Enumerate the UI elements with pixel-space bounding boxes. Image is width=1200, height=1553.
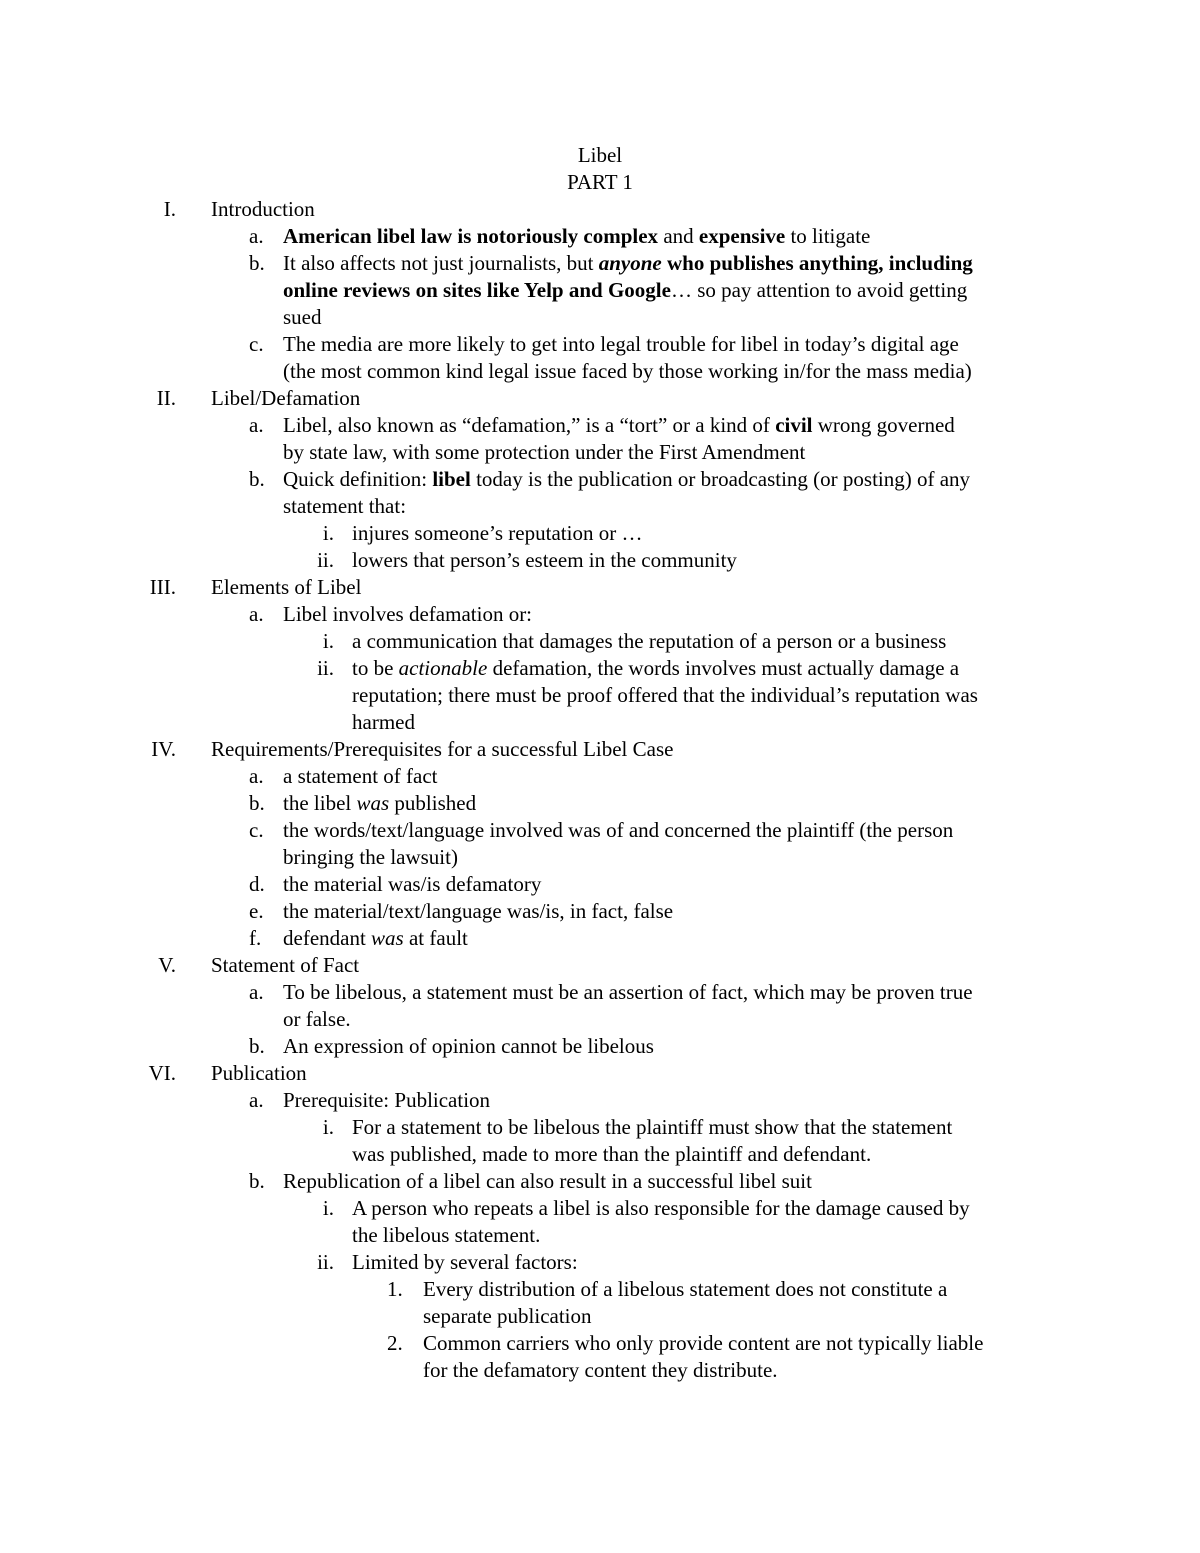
list-marker: ii. [317, 1250, 334, 1274]
text-run: to litigate [785, 224, 871, 248]
list-marker: a. [249, 980, 264, 1004]
item-text [352, 1141, 871, 1168]
item-text: a communication that damages the reputation of a person or a business [352, 629, 947, 653]
item-text [283, 817, 953, 844]
text-run: Common carriers who only provide content are not typically liable [423, 1331, 984, 1355]
text-run: statement that: [283, 494, 407, 518]
item-text: Republication of a libel can also result in a successful libel suit [283, 1169, 812, 1193]
item-text [283, 304, 322, 331]
list-marker: i. [322, 1196, 334, 1220]
text-run: A person who repeats a libel is also responsible for the damage caused by [352, 1196, 970, 1220]
text-run: civil [775, 413, 813, 437]
item-text [283, 493, 406, 520]
item-text: Libel involves defamation or: [283, 602, 533, 626]
text-run: sued [283, 305, 322, 329]
text-run: and [658, 224, 699, 248]
item-text: Requirements/Prerequisites for a successful Libel Case [211, 737, 674, 761]
text-run: was [356, 791, 390, 815]
item-text: Introduction [211, 197, 315, 221]
text-run: who publishes anything, including [661, 251, 973, 275]
list-marker: b. [249, 1169, 265, 1193]
item-text [283, 979, 973, 1006]
text-run: or false. [283, 1007, 351, 1031]
item-text [423, 1357, 778, 1384]
list-marker: ii. [317, 548, 334, 572]
item-text: Statement of Fact [211, 953, 360, 977]
text-run: today is the publication or broadcasting (or posting) of any [470, 467, 971, 491]
list-marker: V. [158, 953, 176, 977]
text-run: was [371, 926, 404, 950]
document-title: Libel [577, 143, 623, 167]
item-text [352, 1222, 540, 1249]
text-run: was published, made to more than the plaintiff and defendant. [352, 1142, 872, 1166]
list-marker: b. [249, 791, 265, 815]
item-text [283, 277, 967, 304]
item-text [283, 331, 959, 358]
item-text [283, 1006, 351, 1033]
item-text [283, 223, 870, 250]
text-run: to be [352, 656, 399, 680]
item-text: injures someone’s reputation or … [352, 521, 643, 545]
text-run: To be libelous, a statement must be an assertion of fact, which may be proven true [283, 980, 973, 1004]
text-run: bringing the lawsuit) [283, 845, 458, 869]
list-marker: a. [249, 413, 264, 437]
text-run: American libel law is notoriously complex [283, 224, 659, 248]
list-marker: a. [249, 224, 264, 248]
text-run: online reviews on sites like Yelp and Google [283, 278, 671, 302]
item-text: Elements of Libel [211, 575, 362, 599]
item-text: lowers that person’s esteem in the community [352, 548, 737, 572]
text-run: actionable [398, 656, 488, 680]
list-marker: a. [249, 1088, 264, 1112]
text-run: Libel, also known as “defamation,” is a “tort” or a kind of [283, 413, 776, 437]
item-text [283, 844, 458, 871]
list-marker: a. [249, 602, 264, 626]
list-marker: IV. [151, 737, 176, 761]
text-run: It also affects not just journalists, but [283, 251, 599, 275]
item-text [423, 1276, 947, 1303]
item-text [352, 709, 415, 736]
item-text [423, 1330, 983, 1357]
list-marker: f. [249, 926, 262, 950]
text-run: anyone [598, 251, 662, 275]
text-run: for the defamatory content they distribute. [423, 1358, 778, 1382]
item-text: the material/text/language was/is, in fact, false [283, 899, 674, 923]
text-run: the libelous statement. [352, 1223, 541, 1247]
list-marker: d. [249, 872, 265, 896]
item-text [423, 1303, 592, 1330]
document-subtitle: PART 1 [567, 170, 633, 194]
item-text [283, 250, 973, 277]
text-run: separate publication [423, 1304, 592, 1328]
item-text [283, 358, 972, 385]
text-run: by state law, with some protection under the First Amendment [283, 440, 806, 464]
item-text [283, 466, 970, 493]
text-run: the words/text/language involved was of and concerned the plaintiff (the person [283, 818, 954, 842]
item-text: An expression of opinion cannot be libelous [283, 1034, 654, 1058]
list-marker: e. [249, 899, 264, 923]
list-marker: III. [149, 575, 176, 599]
list-marker: c. [249, 818, 264, 842]
list-marker: b. [249, 467, 265, 491]
item-text [352, 1195, 970, 1222]
item-text [283, 439, 805, 466]
list-marker: a. [249, 764, 264, 788]
item-text: Prerequisite: Publication [283, 1088, 491, 1112]
text-run: defamation, the words involves must actually damage a [487, 656, 960, 680]
list-marker: i. [322, 521, 334, 545]
item-text: a statement of fact [283, 764, 438, 788]
item-text: Libel/Defamation [211, 386, 361, 410]
text-run: For a statement to be libelous the plaintiff must show that the statement [352, 1115, 953, 1139]
item-text [352, 682, 978, 709]
item-text: Publication [211, 1061, 307, 1085]
list-marker: II. [156, 386, 176, 410]
list-marker: 1. [387, 1277, 403, 1301]
text-run: (the most common kind legal issue faced by those working in/for the mass media) [283, 359, 972, 383]
text-run: libel [432, 467, 471, 491]
text-run: expensive [698, 224, 786, 248]
item-text: the material was/is defamatory [283, 872, 542, 896]
text-run: the libel [283, 791, 357, 815]
list-marker: i. [322, 629, 334, 653]
list-marker: ii. [317, 656, 334, 680]
text-run: The media are more likely to get into legal trouble for libel in today’s digital age [283, 332, 959, 356]
text-run: harmed [352, 710, 415, 734]
list-marker: c. [249, 332, 264, 356]
list-marker: b. [249, 1034, 265, 1058]
list-marker: I. [163, 197, 176, 221]
item-text [283, 412, 955, 439]
list-marker: b. [249, 251, 265, 275]
item-text [283, 925, 468, 952]
item-text [352, 1114, 952, 1141]
text-run: … so pay attention to avoid getting [670, 278, 968, 302]
list-marker: 2. [387, 1331, 403, 1355]
list-marker: i. [322, 1115, 334, 1139]
text-run: wrong governed [812, 413, 955, 437]
text-run: published [389, 791, 477, 815]
text-run: at fault [403, 926, 468, 950]
text-run: Every distribution of a libelous statement does not constitute a [423, 1277, 948, 1301]
item-text [352, 655, 959, 682]
text-run: reputation; there must be proof offered that the individual’s reputation was [352, 683, 978, 707]
list-marker: VI. [148, 1061, 176, 1085]
item-text [283, 790, 476, 817]
text-run: defendant [283, 926, 372, 950]
text-run: Quick definition: [283, 467, 433, 491]
item-text: Limited by several factors: [352, 1250, 578, 1274]
